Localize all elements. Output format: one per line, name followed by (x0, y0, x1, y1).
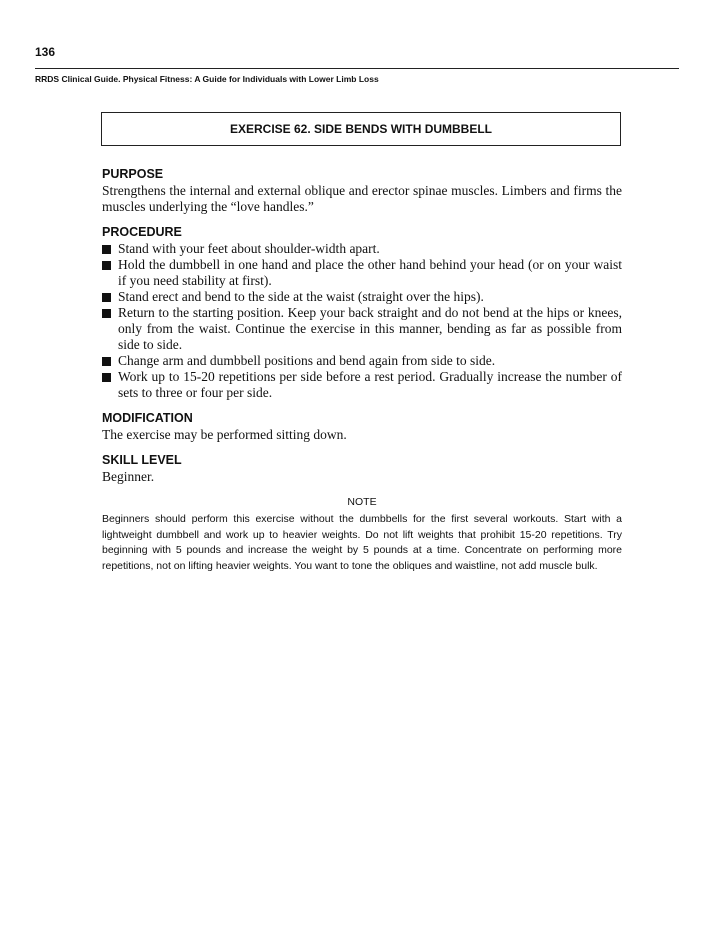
square-bullet-icon (102, 373, 111, 382)
procedure-heading: PROCEDURE (102, 225, 182, 239)
header-rule (35, 68, 679, 69)
procedure-section (102, 225, 622, 401)
procedure-step-text: Hold the dumbbell in one hand and place the other hand behind your head (or on your waist if you need stability at first). (118, 257, 622, 288)
skill-level-text: Beginner. (102, 469, 155, 484)
purpose-heading: PURPOSE (102, 167, 164, 181)
procedure-step (102, 305, 622, 353)
procedure-step-text: Stand erect and bend to the side at the waist (straight over the hips). (118, 289, 484, 304)
skill-level-heading: SKILL LEVEL (102, 453, 182, 467)
procedure-list (102, 241, 622, 401)
square-bullet-icon (102, 357, 111, 366)
procedure-step (102, 369, 622, 401)
note-text: Beginners should perform this exercise without the dumbbells for the first several workouts. Start with a lightweight dumbbell and work up to heavier weights. Do not lift weights that prohibit 15-20 repetitions. Try beginning with 5 pounds and increase the weight by 5 pounds at a time. Concentrate on performing more repetitions, not on lifting heavier weights. You want to tone the obliques and waistline, not add muscle bulk. (102, 513, 622, 572)
modification-text: The exercise may be performed sitting down. (102, 427, 347, 442)
purpose-section (102, 167, 622, 215)
page-number: 136 (35, 45, 56, 59)
modification-heading: MODIFICATION (102, 411, 193, 425)
procedure-step (102, 257, 622, 289)
note-section (102, 495, 622, 574)
modification-section (102, 411, 622, 443)
procedure-step (102, 353, 622, 369)
purpose-text: Strengthens the internal and external oblique and erector spinae muscles. Limbers and firms the muscles underlying the “love handles.” (102, 183, 622, 214)
exercise-content (102, 167, 622, 574)
skill-level-section (102, 453, 622, 485)
procedure-step (102, 289, 622, 305)
square-bullet-icon (102, 309, 111, 318)
procedure-step-text: Work up to 15-20 repetitions per side before a rest period. Gradually increase the number of sets to three or four per side. (118, 369, 622, 400)
procedure-step-text: Return to the starting position. Keep your back straight and do not bend at the hips or knees, only from the waist. Continue the exercise in this manner, bending as far as possible from side to side. (118, 305, 622, 352)
square-bullet-icon (102, 261, 111, 270)
square-bullet-icon (102, 293, 111, 302)
procedure-step-text: Stand with your feet about shoulder-width apart. (118, 241, 380, 256)
exercise-title: EXERCISE 62. SIDE BENDS WITH DUMBBELL (229, 122, 493, 136)
exercise-title-box (101, 112, 621, 146)
square-bullet-icon (102, 245, 111, 254)
running-header: RRDS Clinical Guide. Physical Fitness: A Guide for Individuals with Lower Limb Loss (35, 74, 379, 84)
procedure-step (102, 241, 622, 257)
procedure-step-text: Change arm and dumbbell positions and bend again from side to side. (118, 353, 496, 368)
note-heading: NOTE (347, 496, 377, 508)
